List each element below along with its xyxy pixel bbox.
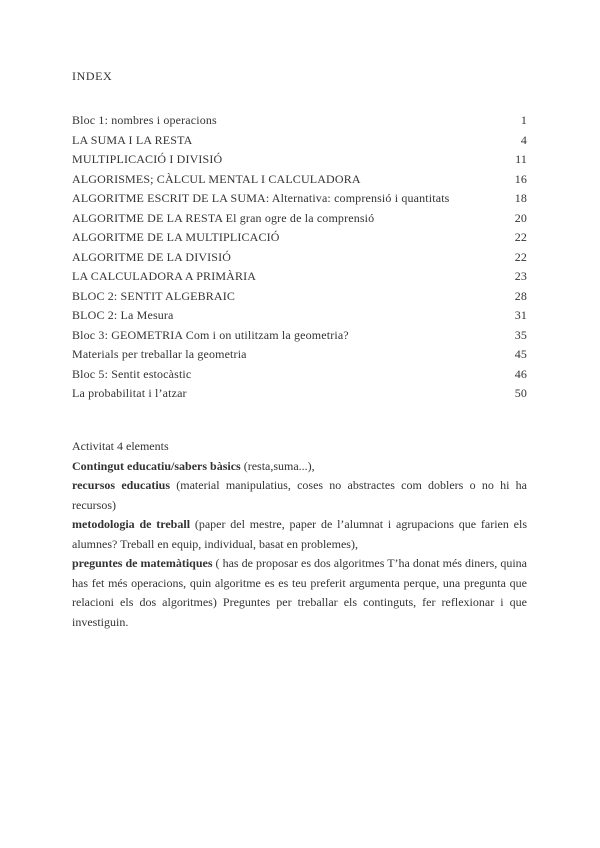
activity-section <box>72 437 527 632</box>
activity-item-term: Contingut educatiu/sabers bàsics <box>72 458 241 473</box>
toc-entry-page-number: 45 <box>514 347 527 361</box>
activity-item-term: recursos educatius <box>72 478 171 492</box>
activity-item-description: (paper del mestre, paper de l’alumnat i agrupacions que farien els alumnes? Treball en equip, individual, basat en problemes), <box>72 517 527 551</box>
toc-entry <box>72 287 527 307</box>
toc-entry <box>72 267 527 287</box>
toc-entry-label: Bloc 1: nombres i operacions <box>72 113 217 127</box>
toc-entry <box>72 248 527 268</box>
toc-entry-page-number: 11 <box>515 152 527 166</box>
toc-entry-label: La probabilitat i l’atzar <box>72 386 187 400</box>
toc-entry-page-number: 50 <box>514 386 527 400</box>
activity-item-description: ( has de proposar es dos algoritmes T’ha donat més diners, quina has fet més operacions, quin algoritme es es teu preferit argumenta perque, una pregunta que relacioni els dos algoritmes) Preguntes per treballar els continguts, fer reflexionar i que investiguin. <box>72 556 527 629</box>
toc-entry-label: ALGORITME DE LA DIVISIÓ <box>72 249 232 264</box>
activity-item <box>72 457 527 477</box>
toc-entry <box>72 228 527 248</box>
activity-item-description: (resta,suma...), <box>240 458 315 473</box>
toc-entry-page-number: 46 <box>514 366 527 381</box>
toc-entry-page-number: 1 <box>520 113 527 127</box>
toc-entry-label: ALGORITME DE LA RESTA El gran ogre de la comprensió <box>72 210 375 225</box>
toc-entry-page-number: 23 <box>514 269 527 283</box>
toc-entry-page-number: 35 <box>514 327 527 342</box>
toc-entry-label: ALGORITME DE LA MULTIPLICACIÓ <box>72 230 280 244</box>
toc-entry-label: MULTIPLICACIÓ I DIVISIÓ <box>72 152 223 166</box>
activity-item-term: metodologia de treball <box>72 517 191 531</box>
toc-entry-page-number: 22 <box>514 249 527 264</box>
toc-entry-label: ALGORISMES; CÀLCUL MENTAL I CALCULADORA <box>72 171 361 186</box>
activity-item-term: preguntes de matemàtiques <box>72 556 213 570</box>
toc-entry-label: ALGORITME ESCRIT DE LA SUMA: Alternativa: comprensió i quantitats <box>72 191 450 205</box>
toc-entry-label: Bloc 5: Sentit estocàstic <box>72 366 192 381</box>
toc-entry-label: Bloc 3: GEOMETRIA Com i on utilitzam la geometria? <box>72 327 349 342</box>
toc-entry-label: Materials per treballar la geometria <box>72 347 247 361</box>
toc-entry-page-number: 28 <box>514 288 527 303</box>
toc-entry <box>72 150 527 170</box>
toc-entry <box>72 209 527 229</box>
table-of-contents <box>72 111 527 404</box>
toc-entry-label: LA SUMA I LA RESTA <box>72 132 193 147</box>
activity-item <box>72 515 527 554</box>
toc-entry-label: LA CALCULADORA A PRIMÀRIA <box>72 269 257 283</box>
page-title: INDEX <box>72 69 113 83</box>
toc-entry-label: BLOC 2: SENTIT ALGEBRAIC <box>72 288 236 303</box>
toc-entry <box>72 384 527 404</box>
toc-entry-page-number: 22 <box>514 230 527 244</box>
toc-entry-page-number: 4 <box>520 132 527 147</box>
activity-item <box>72 554 527 632</box>
toc-entry <box>72 170 527 190</box>
toc-entry-label: BLOC 2: La Mesura <box>72 308 174 322</box>
toc-entry <box>72 365 527 385</box>
toc-entry <box>72 326 527 346</box>
toc-entry-page-number: 18 <box>514 191 527 205</box>
activity-heading: Activitat 4 elements <box>72 439 169 453</box>
activity-item-description: (material manipulatius, coses no abstractes com doblers o no hi ha recursos) <box>72 478 527 512</box>
toc-entry-page-number: 20 <box>514 210 527 225</box>
activity-items <box>72 457 527 633</box>
toc-entry <box>72 345 527 365</box>
toc-entry-page-number: 16 <box>514 171 527 186</box>
toc-entry-page-number: 31 <box>514 308 527 322</box>
toc-entry <box>72 306 527 326</box>
toc-entry <box>72 111 527 131</box>
toc-entry <box>72 131 527 151</box>
activity-item <box>72 476 527 515</box>
toc-entry <box>72 189 527 209</box>
